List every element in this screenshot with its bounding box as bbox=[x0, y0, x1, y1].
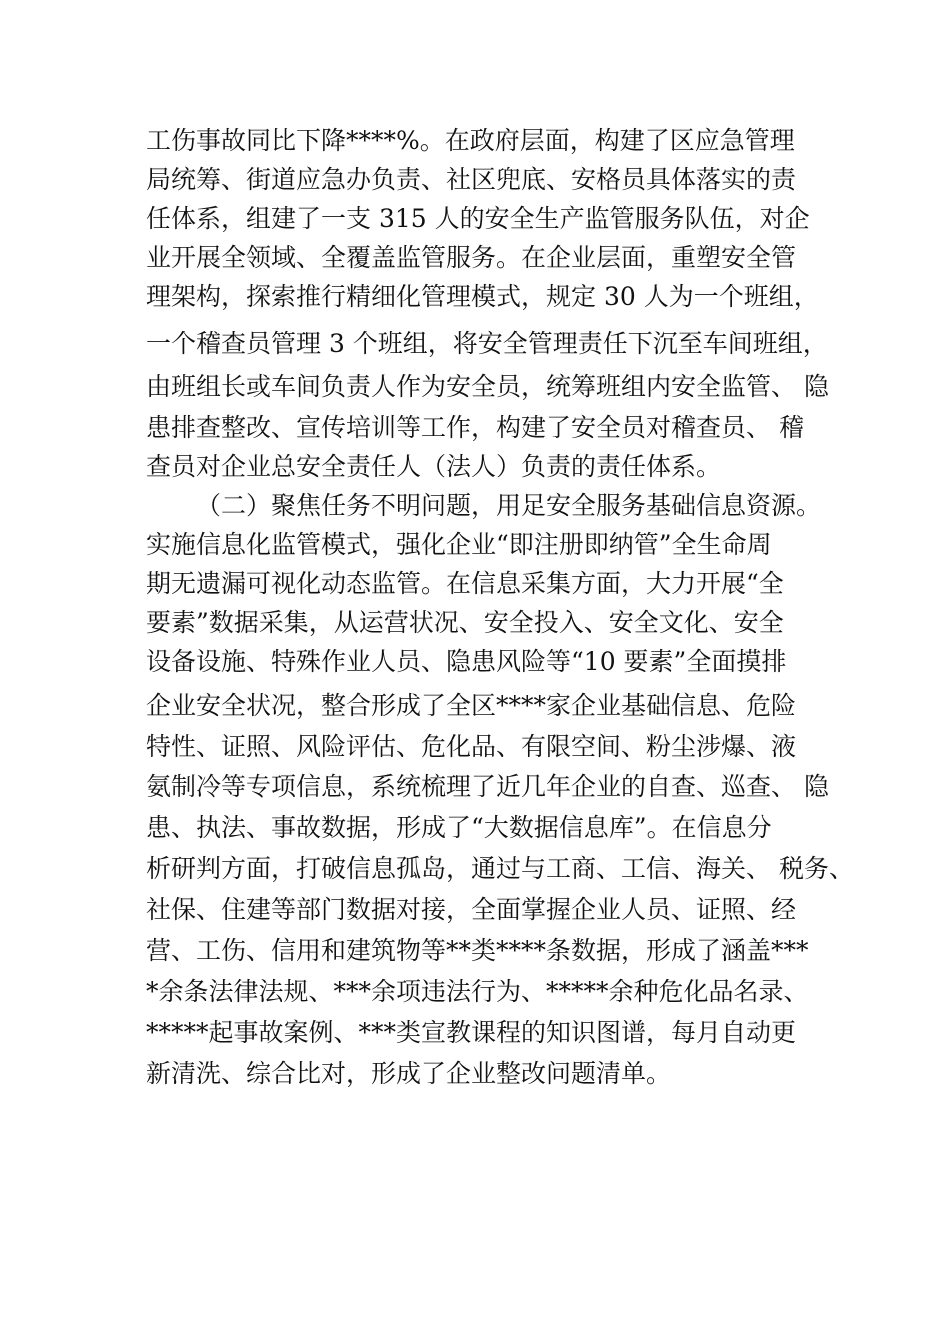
text-line: 析研判方面，打破信息孤岛，通过与工商、工信、海关、 税务、 bbox=[146, 854, 854, 883]
text-line: 工伤事故同比下降****%。在政府层面，构建了区应急管理 bbox=[146, 126, 795, 155]
text-line: *****起事故案例、***类宣教课程的知识图谱，每月自动更 bbox=[146, 1018, 797, 1047]
text-line: 患排查整改、宣传培训等工作，构建了安全员对稽查员、 稽 bbox=[146, 413, 804, 442]
text-line: 企业安全状况，整合形成了全区****家企业基础信息、危险 bbox=[146, 691, 797, 720]
text-line: 设备设施、特殊作业人员、隐患风险等“10 要素”全面摸排 bbox=[146, 647, 787, 676]
text-line: 一个稽查员管理 3 个班组，将安全管理责任下沉至车间班组， bbox=[146, 329, 828, 358]
text-line: *余条法律法规、***余项违法行为、*****余种危化品名录、 bbox=[146, 977, 809, 1006]
text-line: 由班组长或车间负责人作为安全员，统筹班组内安全监管、 隐 bbox=[146, 372, 829, 401]
text-line: 新清洗、综合比对，形成了企业整改问题清单。 bbox=[146, 1059, 672, 1088]
text-line: 业开展全领域、全覆盖监管服务。在企业层面，重塑安全管 bbox=[146, 243, 797, 272]
text-line: 要素”数据采集，从运营状况、安全投入、安全文化、安全 bbox=[146, 608, 784, 637]
text-line: 期无遗漏可视化动态监管。在信息采集方面，大力开展“全 bbox=[146, 569, 784, 598]
text-line: 社保、住建等部门数据对接，全面掌握企业人员、证照、经 bbox=[146, 895, 797, 924]
text-line: 实施信息化监管模式，强化企业“即注册即纳管”全生命周 bbox=[146, 530, 772, 559]
text-line: 氨制冷等专项信息，系统梳理了近几年企业的自查、巡查、 隐 bbox=[146, 772, 829, 801]
text-line: 特性、证照、风险评估、危化品、有限空间、粉尘涉爆、液 bbox=[146, 732, 797, 761]
text-line: 患、执法、事故数据，形成了“大数据信息库”。在信息分 bbox=[146, 813, 772, 842]
text-line: 理架构，探索推行精细化管理模式，规定 30 人为一个班组， bbox=[146, 282, 819, 311]
text-line: 局统筹、街道应急办负责、社区兜底、安格员具体落实的责 bbox=[146, 165, 797, 194]
text-line: 任体系，组建了一支 315 人的安全生产监管服务队伍，对企 bbox=[146, 204, 810, 233]
section-heading: （二）聚焦任务不明问题，用足安全服务基础信息资源。 bbox=[196, 491, 822, 520]
text-line: 营、工伤、信用和建筑物等**类****条数据，形成了涵盖*** bbox=[146, 936, 809, 965]
text-line: 查员对企业总安全责任人（法人）负责的责任体系。 bbox=[146, 452, 722, 481]
